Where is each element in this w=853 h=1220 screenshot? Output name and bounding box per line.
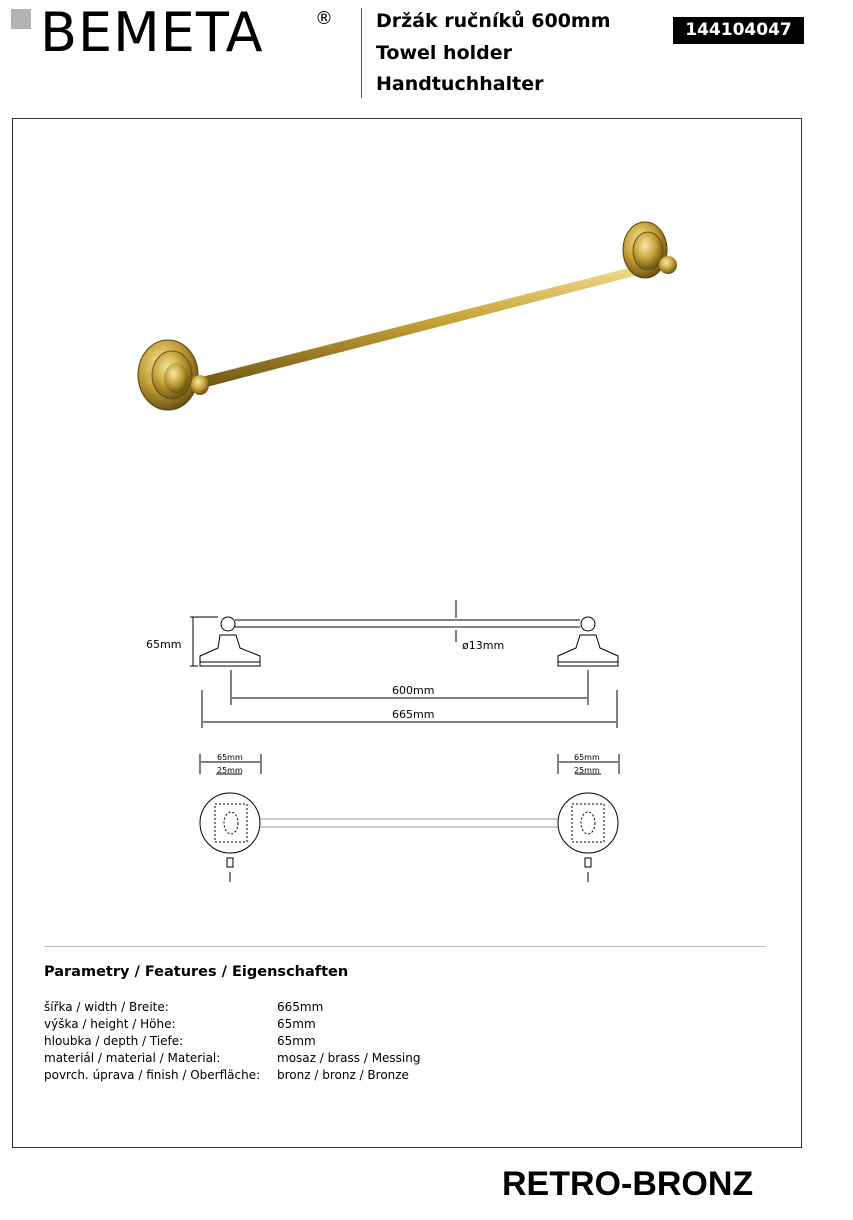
height-dim-label: 65mm bbox=[146, 638, 182, 651]
header-divider bbox=[361, 8, 362, 98]
product-photo bbox=[120, 210, 700, 430]
left-base-label: 65mm bbox=[217, 753, 243, 762]
spec-label: materiál / material / Material: bbox=[44, 1051, 221, 1065]
title-de: Handtuchhalter bbox=[376, 73, 544, 95]
spec-value: 665mm bbox=[277, 1000, 324, 1014]
inner-width-label: 600mm bbox=[392, 684, 435, 697]
spec-value: 65mm bbox=[277, 1034, 316, 1048]
spec-value: 65mm bbox=[277, 1017, 316, 1031]
left-hole-label: 25mm bbox=[217, 766, 243, 775]
title-cz: Držák ručníků 600mm bbox=[376, 10, 611, 32]
spec-value: mosaz / brass / Messing bbox=[277, 1051, 421, 1065]
features-heading: Parametry / Features / Eigenschaften bbox=[44, 964, 349, 980]
series-name: RETRO-BRONZ bbox=[502, 1165, 754, 1203]
diameter-dim-label: ø13mm bbox=[462, 639, 505, 652]
spec-value: bronz / bronz / Bronze bbox=[277, 1068, 409, 1082]
features-divider bbox=[44, 946, 765, 947]
title-en: Towel holder bbox=[376, 42, 513, 64]
total-width-label: 665mm bbox=[392, 708, 435, 721]
spec-label: šířka / width / Breite: bbox=[44, 1000, 169, 1014]
right-hole-label: 25mm bbox=[574, 766, 600, 775]
technical-drawing bbox=[140, 590, 640, 900]
brand-logo: BEMETA bbox=[40, 1, 264, 64]
product-code: 144104047 bbox=[673, 17, 804, 44]
spec-label: výška / height / Höhe: bbox=[44, 1017, 176, 1031]
logo-square bbox=[11, 9, 31, 29]
spec-label: hloubka / depth / Tiefe: bbox=[44, 1034, 184, 1048]
right-base-label: 65mm bbox=[574, 753, 600, 762]
spec-label: povrch. úprava / finish / Oberfläche: bbox=[44, 1068, 261, 1082]
registered-mark: ® bbox=[315, 8, 333, 29]
